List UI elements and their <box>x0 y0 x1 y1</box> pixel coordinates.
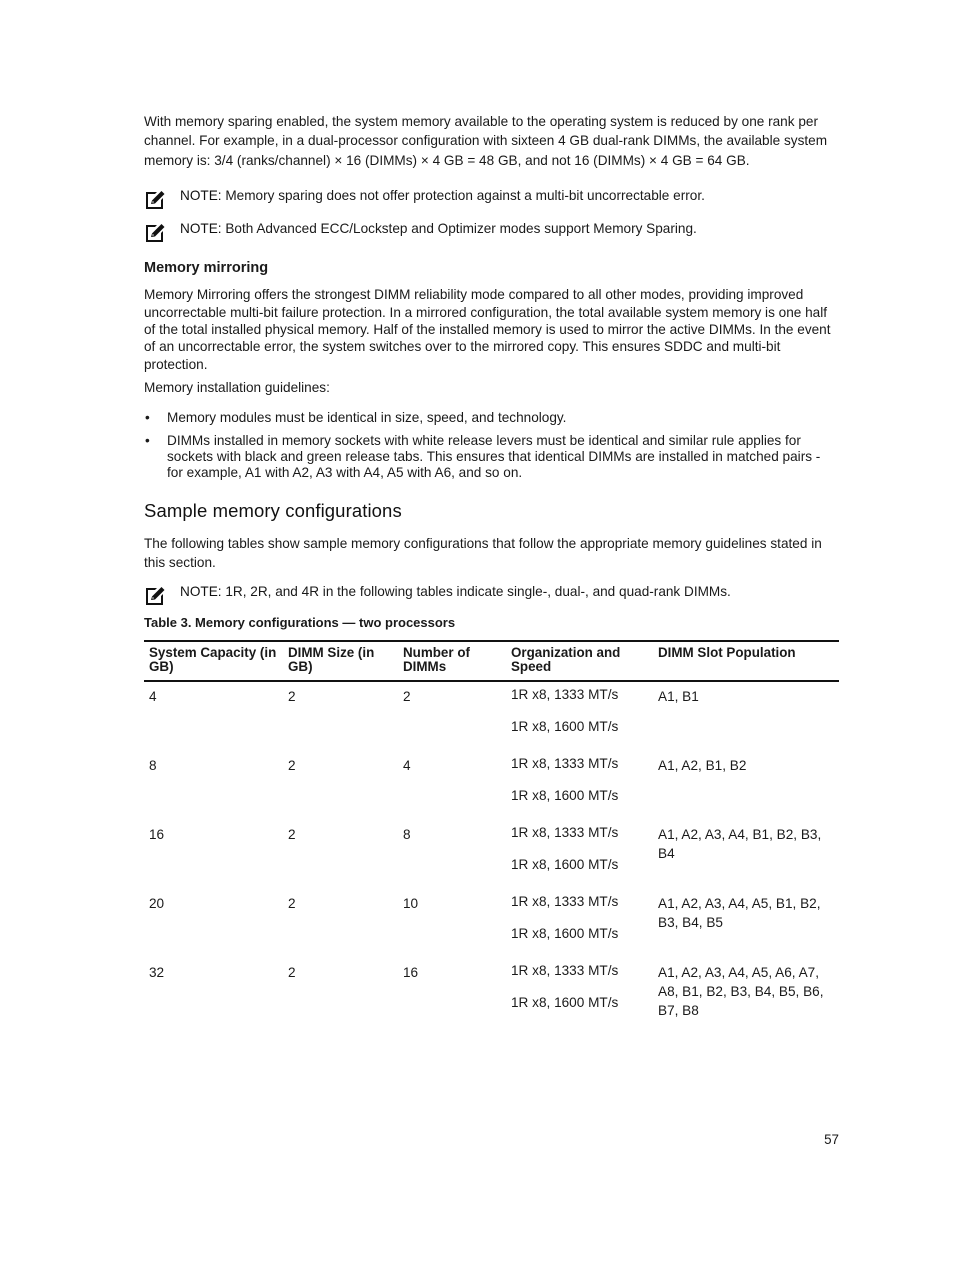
cell-dimm-count: 10 <box>403 895 419 911</box>
speed-1333: 1R x8, 1333 MT/s <box>511 686 619 702</box>
note-label: NOTE: <box>180 583 222 599</box>
note-label: NOTE: <box>180 188 222 204</box>
table-row <box>144 754 839 823</box>
table-header-row <box>144 641 839 681</box>
cell-dimm-count: 16 <box>403 964 419 980</box>
note-sparing-modes <box>144 219 839 238</box>
header-slot-population: DIMM Slot Population <box>653 641 839 681</box>
note-pencil-icon <box>144 189 166 211</box>
cell-speed <box>506 823 653 892</box>
cell-speed <box>506 961 653 1020</box>
table-row <box>144 961 839 1020</box>
cell-dimm-count: 8 <box>403 826 411 842</box>
cell-capacity: 32 <box>149 964 165 980</box>
memory-config-table <box>144 640 839 1020</box>
cell-dimm-size: 2 <box>288 826 296 842</box>
note-rank-legend <box>144 582 839 601</box>
document-page <box>144 112 839 1020</box>
table-row <box>144 892 839 961</box>
table-caption: Table 3. Memory configurations — two processors <box>144 614 456 630</box>
cell-speed <box>506 681 653 754</box>
cell-capacity: 16 <box>149 826 165 842</box>
speed-1333: 1R x8, 1333 MT/s <box>511 755 619 771</box>
speed-1333: 1R x8, 1333 MT/s <box>511 893 619 909</box>
cell-dimm-size: 2 <box>288 895 296 911</box>
note-text: Both Advanced ECC/Lockstep and Optimizer modes support Memory Sparing. <box>225 221 697 237</box>
bullet-icon: • <box>145 432 150 448</box>
table-row <box>144 681 839 754</box>
list-item: • Memory modules must be identical in size, speed, and technology. <box>145 410 567 426</box>
speed-1600: 1R x8, 1600 MT/s <box>511 718 619 734</box>
note-pencil-icon <box>144 222 166 244</box>
cell-speed <box>506 892 653 961</box>
header-system-capacity: System Capacity (in GB) <box>144 641 283 681</box>
mirroring-paragraph: Memory Mirroring offers the strongest DIMM reliability mode compared to all other modes, providing improved uncorrectable multi-bit failure protection. In a mirrored configuration, the total available system memory is one half of the total installed physical memory. Half of the installed memory is used to mirror the active DIMMs. In the event of an uncorrectable error, the system switches over to the mirrored copy. This ensures SDDC and multi-bit protection. <box>144 287 831 372</box>
speed-1600: 1R x8, 1600 MT/s <box>511 925 619 941</box>
speed-1600: 1R x8, 1600 MT/s <box>511 856 619 872</box>
cell-speed <box>506 754 653 823</box>
intro-paragraph: With memory sparing enabled, the system memory available to the operating system is reduced by one rank per channel. For example, in a dual-processor configuration with sixteen 4 GB dual-rank DIMMs, the available system memory is: 3/4 (ranks/channel) × 16 (DIMMs) × 4 GB = 48 GB, and not 16 (DIMMs) × 4 GB = 64 GB. <box>144 114 828 168</box>
memory-mirroring-heading: Memory mirroring <box>144 260 269 277</box>
note-text: Memory sparing does not offer protection against a multi-bit uncorrectable error. <box>225 188 705 204</box>
cell-slots: A1, A2, A3, A4, A5, B1, B2, B3, B4, B5 <box>658 895 821 930</box>
speed-1600: 1R x8, 1600 MT/s <box>511 787 619 803</box>
cell-dimm-size: 2 <box>288 757 296 773</box>
speed-1333: 1R x8, 1333 MT/s <box>511 962 619 978</box>
note-pencil-icon <box>144 585 166 607</box>
header-dimm-size: DIMM Size (in GB) <box>283 641 398 681</box>
cell-slots: A1, A2, A3, A4, B1, B2, B3, B4 <box>658 826 822 861</box>
guidelines-list <box>144 410 839 482</box>
cell-capacity: 20 <box>149 895 165 911</box>
header-organization-speed: Organization and Speed <box>506 641 653 681</box>
list-item: • DIMMs installed in memory sockets with white release levers must be identical and similar rule applies for sockets with black and green release tabs. This ensures that identical DIMMs are installed in matched pairs - for example, A1 with A2, A3 with A4, A5 with A6, and so on. <box>145 432 821 481</box>
cell-capacity: 4 <box>149 688 157 704</box>
sample-configurations-heading: Sample memory configurations <box>144 499 402 521</box>
speed-1333: 1R x8, 1333 MT/s <box>511 824 619 840</box>
cell-slots: A1, B1 <box>658 688 699 704</box>
cell-dimm-size: 2 <box>288 964 296 980</box>
cell-slots: A1, A2, B1, B2 <box>658 757 747 773</box>
page-number: 57 <box>824 1132 839 1147</box>
sample-paragraph: The following tables show sample memory configurations that follow the appropriate memory guidelines stated in this section. <box>144 535 822 571</box>
cell-capacity: 8 <box>149 757 157 773</box>
header-number-of-dimms: Number of DIMMs <box>398 641 506 681</box>
bullet-icon: • <box>145 410 150 426</box>
cell-dimm-count: 4 <box>403 757 411 773</box>
cell-slots: A1, A2, A3, A4, A5, A6, A7, A8, B1, B2, B3, B4, B5, B6, B7, B8 <box>658 964 824 1018</box>
note-sparing-protection <box>144 186 839 205</box>
note-label: NOTE: <box>180 221 222 237</box>
guidelines-intro: Memory installation guidelines: <box>144 380 330 396</box>
speed-1600: 1R x8, 1600 MT/s <box>511 994 619 1010</box>
cell-dimm-count: 2 <box>403 688 411 704</box>
note-text: 1R, 2R, and 4R in the following tables indicate single-, dual-, and quad-rank DIMMs. <box>225 583 731 599</box>
table-row <box>144 823 839 892</box>
cell-dimm-size: 2 <box>288 688 296 704</box>
